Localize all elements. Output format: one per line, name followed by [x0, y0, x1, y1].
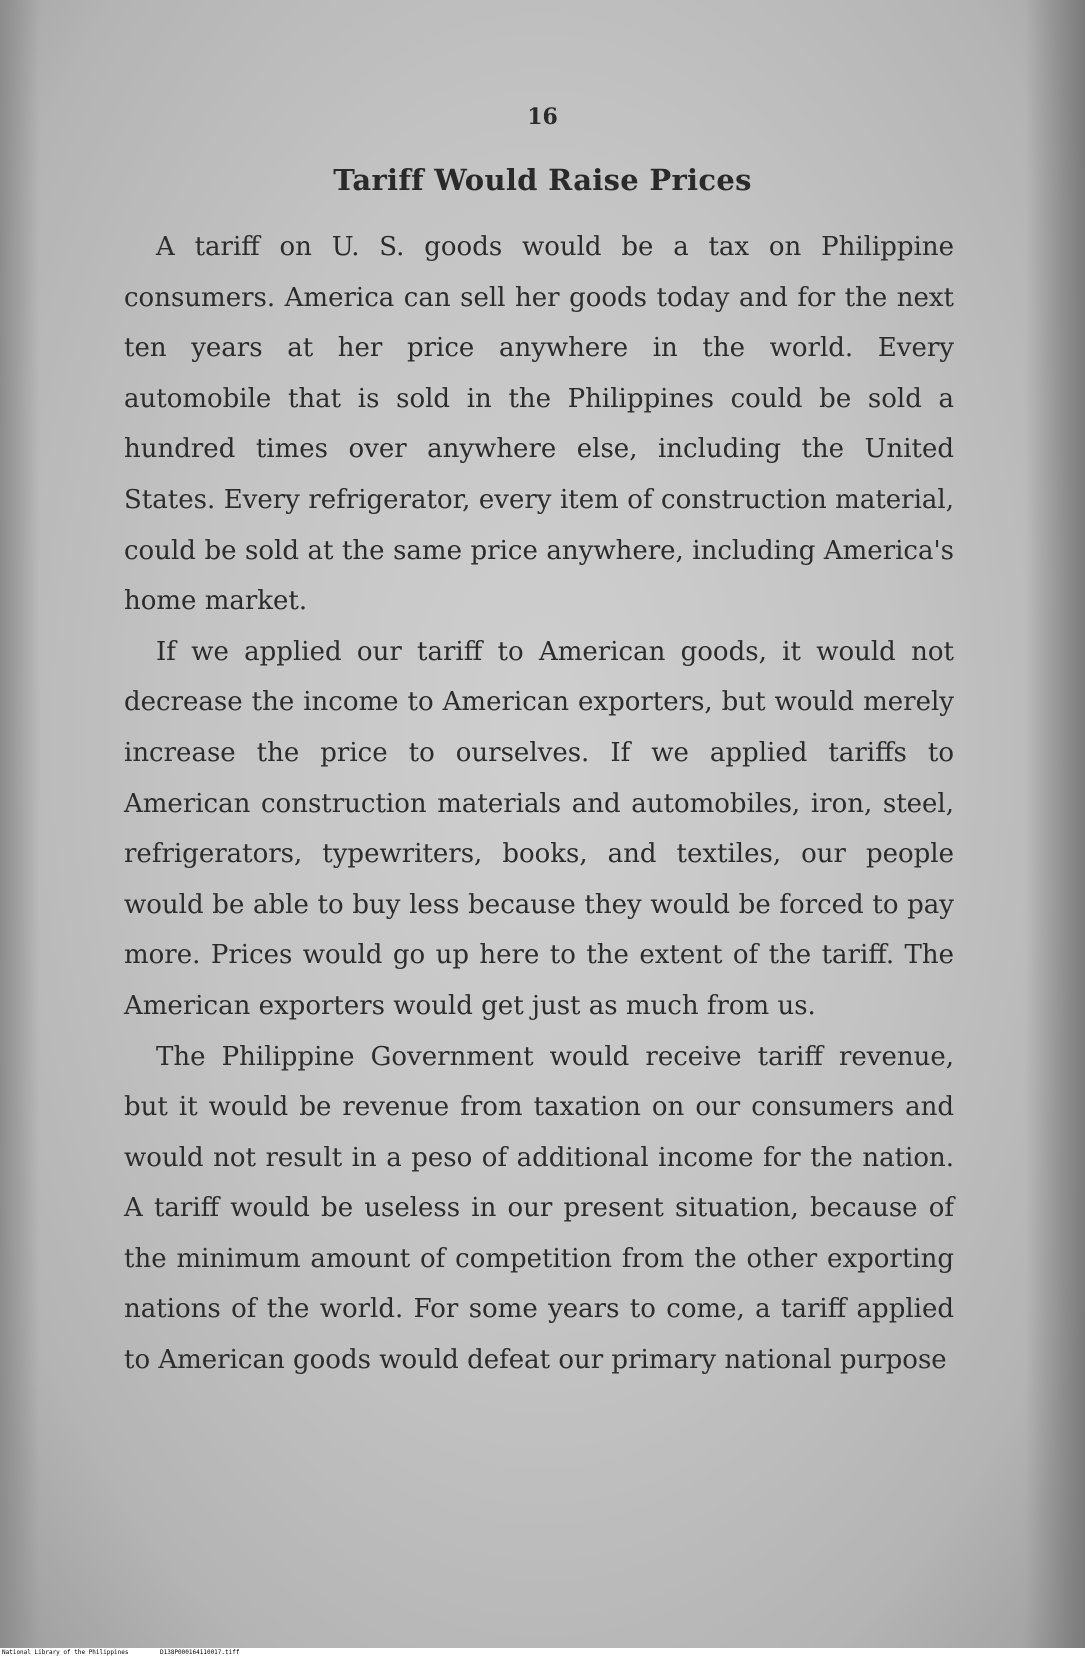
page-number: 16 — [527, 104, 558, 130]
paragraph-1: A tariff on U. S. goods would be a tax on Philippine consumers. America can sell her goods today and for the next ten years at her price anywhere in the world. Every automobile that is sold in the Philippines could be sold a hundred times over anywhere else, including the United States. Every refrigerator, every item of construction material, could be sold at the same price anywhere, including America's home market. — [124, 232, 954, 617]
paragraph-3: The Philippine Government would receive tariff revenue, but it would be revenue from taxation on our consumers and would not result in a peso of additional income for the nation. A tariff would be useless in our present situation, because of the minimum amount of competition from the other exporting nations of the world. For some years to come, a tariff applied to American goods would defeat our primary national purpose — [124, 1041, 954, 1376]
scan-footer — [0, 1648, 1085, 1658]
footer-file-name: D138P000164110017.tiff — [160, 1649, 240, 1656]
body-text — [124, 222, 954, 1386]
page-heading: Tariff Would Raise Prices — [333, 163, 752, 197]
paragraph-2: If we applied our tariff to American goods, it would not decrease the income to American exporters, but would merely increase the price to ourselves. If we applied tariffs to American construction materials and automobiles, iron, steel, refrigerators, typewriters, books, and textiles, our people would be able to buy less because they would be forced to pay more. Prices would go up here to the extent of the tariff. The American exporters would get just as much from us. — [124, 636, 954, 1021]
footer-library-name: National Library of the Philippines — [2, 1649, 129, 1656]
